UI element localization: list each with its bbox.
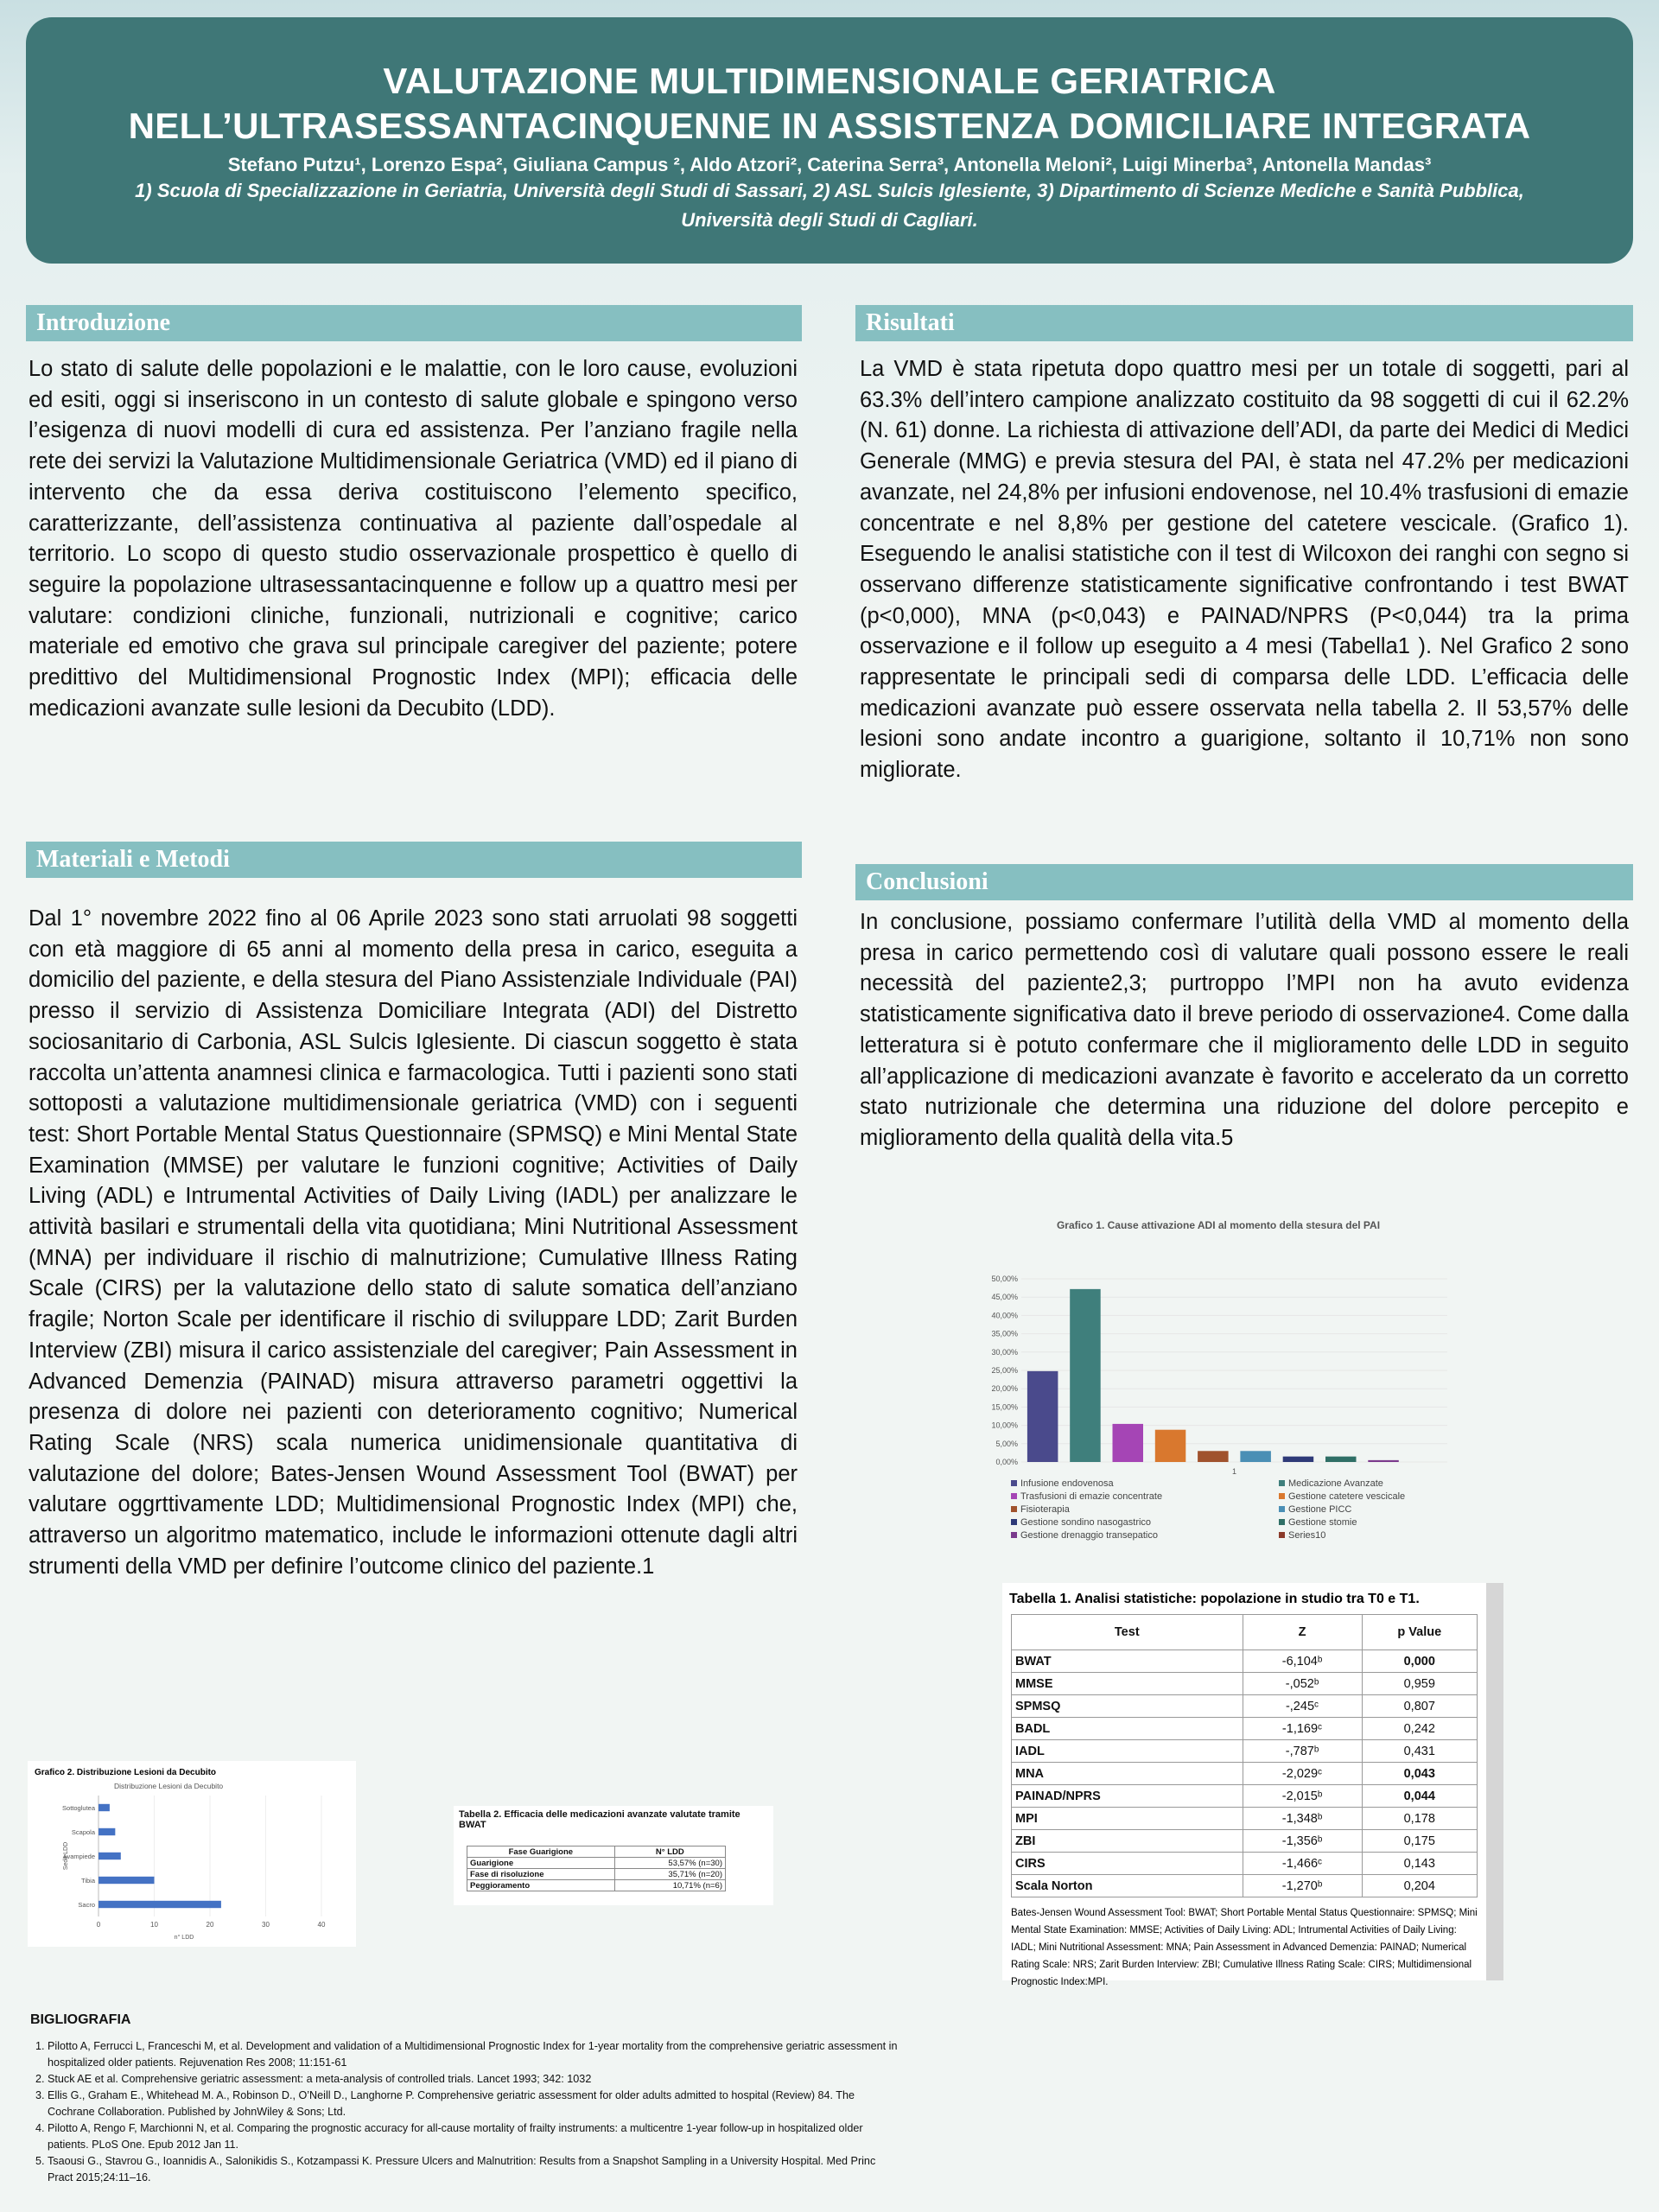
materiali-text: Dal 1° novembre 2022 fino al 06 Aprile 2023 sono stati arruolati 98 soggetti con età maggiore di 65 anni al momento della presa in carico, eseguita a domicilio del paziente, e della stesura del Piano Assistenziale Individuale (PAI) presso il servizio di Assistenza Domiciliare Integrata (ADI) del Distretto sociosanitario di Carbonia, ASL Sulcis Iglesiente. Di ciascun soggetto è stata raccolta un’attenta anamnesi clinica e farmacologica. Tutti i pazienti sono stati sottoposti a valutazione multidimensionale geriatrica (VMD) con i seguenti test: Short Portable Mental Status Questionnaire (SPMSQ) e Mini Mental State Examination (MMSE) per valutare le funzioni cognitive; Activities of Daily Living (ADL) e Intrumental Activities of Daily Living (IADL) per analizzare le attività basilari e strumentali della vita quotidiana; Mini Nutritional Assessment (MNA) per individuare il rischio di malnutrizione; Cumulative Illness Rating Scale (CIRS) per la valutazione dello stato di salute somatica dell’anziano fragile; Norton Scale per identificare il rischio di sviluppare LDD; Zarit Burden Interview (ZBI) misura il carico assistenziale del caregiver; Pain Assessment in Advanced Demenzia (PAINAD) misura attraverso parametri oggettivi la presenza di dolore nei pazienti con deterioramento cognitivo; Numerical Rating Scale (NRS) scala numerica unidimensionale quantitativa di valutazione del dolore; Bates-Jensen Wound Assessment Tool (BWAT) per valutare oggrttivamente LDD; Multidimensional Prognostic Index (MPI) che, attraverso un algoritmo matematico, include le informazioni ottenute dagli altri strumenti della VMD per definire l’outcome clinico del paziente.1	[29, 906, 798, 1579]
chart-1-bar-1	[1027, 1371, 1058, 1462]
section-heading-introduzione: Introduzione	[26, 305, 802, 341]
chart-2-bar-sacro	[99, 1901, 221, 1908]
bibliography-item: 4. Pilotto A, Rengo F, Marchionni N, et al. Comparing the prognostic accuracy for all-cause mortality of frailty instruments: a multicentre 1-year follow-up in hospitalized older patients. PLoS One. Epub 2012 Jan 11.	[48, 2120, 903, 2153]
table-1-row	[1012, 1718, 1478, 1740]
table-1-cell-test: MPI	[1012, 1808, 1243, 1830]
chart-2-xtick: 20	[206, 1921, 214, 1929]
table-2-cell-fase: Guarigione	[467, 1858, 615, 1869]
table-1-cell-test: ZBI	[1012, 1830, 1243, 1853]
table-1-cell-z: -1,270ᵇ	[1243, 1875, 1362, 1897]
table-1-cell-z: -,245ᶜ	[1243, 1695, 1362, 1718]
chart-1-bar-5	[1198, 1451, 1228, 1462]
bibliography-item: 5. Tsaousi G., Stavrou G., Ioannidis A., Salonikidis S., Kotzampassi K. Pressure Ulcers and Malnutrition: Results from a Snapshot Sampling in a University Hospital. Med Princ Pract 2015;24:11–16.	[48, 2153, 903, 2186]
chart-1-ytick: 20,00%	[991, 1384, 1018, 1394]
chart-1-legend-label: Trasfusioni di emazie concentrate	[1020, 1491, 1163, 1502]
chart-2-title: Grafico 2. Distribuzione Lesioni da Decubito	[35, 1768, 217, 1777]
table-1-cell-test: MNA	[1012, 1763, 1243, 1785]
table-1-cell-z: -1,348ᵇ	[1243, 1808, 1362, 1830]
chart-1-bar-9	[1368, 1460, 1398, 1462]
chart-grafico-1	[976, 1210, 1460, 1555]
table-1-cell-p: 0,043	[1362, 1763, 1477, 1785]
table-1-cell-p: 0,431	[1362, 1740, 1477, 1763]
table-1-cell-p: 0,242	[1362, 1718, 1477, 1740]
table-1-cell-p: 0,044	[1362, 1785, 1477, 1808]
chart-2-bar-sottoglutea	[99, 1804, 110, 1811]
chart-1-ytick: 25,00%	[991, 1366, 1018, 1375]
chart-2-ylabel: Sede LDD	[63, 1841, 69, 1871]
chart-1-bar-6	[1240, 1451, 1270, 1462]
chart-1-legend-swatch	[1011, 1506, 1017, 1512]
chart-1-legend-swatch	[1011, 1493, 1017, 1499]
chart-2-xlabel: n° LDD	[174, 1935, 194, 1941]
table-1-row	[1012, 1875, 1478, 1897]
table-1-row	[1012, 1650, 1478, 1673]
chart-1-ytick: 0,00%	[995, 1458, 1018, 1466]
table-2-cell-n: 10,71% (n=6)	[614, 1880, 725, 1891]
chart-1-bar-8	[1325, 1457, 1356, 1462]
table-1-row	[1012, 1695, 1478, 1718]
table-2-row	[467, 1869, 726, 1880]
table-1-cell-p: 0,807	[1362, 1695, 1477, 1718]
table-1-row	[1012, 1853, 1478, 1875]
chart-2-bar-avampiede	[99, 1853, 121, 1859]
bibliography-item: 3. Ellis G., Graham E., Whitehead M. A., Robinson D., O’Neill D., Langhorne P. Comprehensive geriatric assessment for older adults admitted to hospital (Review) 84. The Cochrane Collaboration. Published by JohnWiley & Sons; Ltd.	[48, 2088, 903, 2120]
bibliography-item: 1. Pilotto A, Ferrucci L, Franceschi M, et al. Development and validation of a Multidimensional Prognostic Index for 1-year mortality from the comprehensive geriatric assessment in hospitalized older patients. Rejuvenation Res 2008; 11:151-61	[48, 2038, 903, 2071]
chart-1-title: Grafico 1. Cause attivazione ADI al momento della stesura del PAI	[1056, 1219, 1381, 1231]
bibliography-list	[30, 2038, 903, 2186]
table-1-cell-p: 0,959	[1362, 1673, 1477, 1695]
chart-1-bar-2	[1070, 1289, 1100, 1462]
chart-1-legend-label: Gestione drenaggio transepatico	[1020, 1530, 1158, 1541]
chart-1-legend-label: Fisioterapia	[1020, 1504, 1070, 1515]
poster-header	[26, 17, 1633, 264]
table-1-cell-z: -1,169ᶜ	[1243, 1718, 1362, 1740]
chart-1-ytick: 45,00%	[991, 1293, 1018, 1302]
table-2-title: Tabella 2. Efficacia delle medicazioni avanzate valutate tramite BWAT	[459, 1809, 741, 1830]
chart-1-legend-label: Gestione sondino nasogastrico	[1020, 1517, 1152, 1528]
section-heading-conclusioni: Conclusioni	[855, 864, 1633, 900]
chart-2-bar-scapola	[99, 1828, 115, 1835]
chart-1-legend-swatch	[1279, 1532, 1285, 1538]
chart-2-xtick: 0	[96, 1921, 101, 1929]
poster-affiliations: 1) Scuola di Specializzazione in Geriatria, Università degli Studi di Sassari, 2) ASL Sulcis Iglesiente, 3) Dipartimento di Scienze Mediche e Sanità Pubblica, Università degli Studi di Cagliari.	[135, 180, 1524, 231]
chart-2-xtick: 40	[317, 1921, 326, 1929]
table-2-row	[467, 1858, 726, 1869]
chart-2-xtick: 10	[150, 1921, 158, 1929]
chart-1-legend-swatch	[1011, 1519, 1017, 1525]
table-1-header-test: Test	[1012, 1615, 1243, 1650]
table-1-cell-test: BWAT	[1012, 1650, 1243, 1673]
section-heading-materiali: Materiali e Metodi	[26, 842, 802, 878]
table-2-cell-fase: Fase di risoluzione	[467, 1869, 615, 1880]
chart-1-legend-swatch	[1279, 1480, 1285, 1486]
table-1-cell-z: -1,356ᵇ	[1243, 1830, 1362, 1853]
poster-authors: Stefano Putzu¹, Lorenzo Espa², Giuliana Campus ², Aldo Atzori², Caterina Serra³, Antonella Meloni², Luigi Minerba³, Antonella Mandas³	[227, 154, 1432, 175]
chart-1-legend-swatch	[1011, 1480, 1017, 1486]
introduzione-text: Lo stato di salute delle popolazioni e le malattie, con le loro cause, evoluzioni ed esiti, oggi si inseriscono in un contesto di salute globale e spingono verso l’esigenza di nuovi modelli di cura ed assistenza. Per l’anziano fragile nella rete dei servizi la Valutazione Multidimensionale Geriatrica (VMD) ed il piano di intervento che da essa deriva costituiscono l’elemento specifico, caratterizzante, dell’assistenza continuativa al paziente dall’ospedale al territorio. Lo scopo di questo studio osservazionale prospettico è quello di seguire la popolazione ultrasessantacinquenne e follow up a quattro mesi per valutare: condizioni cliniche, funzionali, nutrizionali e cognitive; carico materiale ed emotivo che grava sul principale caregiver del paziente; potere predittivo del Multidimensional Prognostic Index (MPI); efficacia delle medicazioni avanzate sulle lesioni da Decubito (LDD).	[29, 357, 798, 721]
chart-1-legend-swatch	[1011, 1532, 1017, 1538]
chart-1-legend-label: Gestione stomie	[1288, 1517, 1357, 1528]
chart-2-ytick: Avampiede	[62, 1853, 95, 1860]
table-1-row	[1012, 1673, 1478, 1695]
table-1-cell-test: PAINAD/NPRS	[1012, 1785, 1243, 1808]
table-1-cell-test: CIRS	[1012, 1853, 1243, 1875]
table-1-row	[1012, 1763, 1478, 1785]
chart-2-xtick: 30	[262, 1921, 270, 1929]
table-2-grid	[467, 1846, 726, 1891]
chart-1-legend-label: Gestione catetere vescicale	[1288, 1491, 1406, 1502]
chart-1-ytick: 15,00%	[991, 1402, 1018, 1412]
table-2	[454, 1806, 773, 1905]
chart-1-legend-label: Series10	[1288, 1530, 1326, 1541]
table-2-header-n: N° LDD	[614, 1847, 725, 1858]
chart-2-ytick: Scapola	[71, 1828, 95, 1836]
table-1-cell-z: -6,104ᵇ	[1243, 1650, 1362, 1673]
table-1-cell-p: 0,178	[1362, 1808, 1477, 1830]
table-2-header-fase: Fase Guarigione	[467, 1847, 615, 1858]
chart-2-bar-tibia	[99, 1877, 155, 1884]
risultati-text: La VMD è stata ripetuta dopo quattro mesi per un totale di soggetti, pari al 63.3% dell’intero campione analizzato costituito da 98 soggetti di cui il 62.2% (N. 61) donne. La richiesta di attivazione dell’ADI, da parte dei Medici di Medici Generale (MMG) e previa stesura del PAI, è stata nel 47.2% per medicazioni avanzate, nel 24,8% per infusioni endovenose, nel 10.4% trasfusioni di emazie concentrate e nel 8,8% per gestione del catetere vescicale. (Grafico 1). Eseguendo le analisi statistiche con il test di Wilcoxon dei ranghi con segno si osservano differenze statisticamente significative confrontando i test BWAT (p<0,000), MNA (p<0,043) e PAINAD/NPRS (P<0,044) tra la prima osservazione e il follow up eseguito a 4 mesi (Tabella1 ). Nel Grafico 2 sono rappresentate le principali sedi di comparsa delle LDD. L’efficacia delle medicazioni avanzate può essere osservata nella tabella 2. Il 53,57% delle lesioni sono andate incontro a guarigione, soltanto il 10,71% non sono migliorate.	[860, 357, 1629, 783]
table-1-cell-p: 0,000	[1362, 1650, 1477, 1673]
chart-1-legend-swatch	[1279, 1493, 1285, 1499]
chart-1-legend-label: Gestione PICC	[1288, 1504, 1352, 1515]
table-1	[1002, 1583, 1503, 1987]
chart-1-bar-4	[1155, 1430, 1185, 1462]
table-1-cell-z: -2,029ᶜ	[1243, 1763, 1362, 1785]
bibliography-heading: BIGLIOGRAFIA	[30, 2012, 131, 2027]
chart-1-ytick: 40,00%	[991, 1311, 1018, 1320]
table-1-cell-test: IADL	[1012, 1740, 1243, 1763]
section-heading-risultati: Risultati	[855, 305, 1633, 341]
table-1-cell-test: MMSE	[1012, 1673, 1243, 1695]
table-1-cell-p: 0,143	[1362, 1853, 1477, 1875]
conclusioni-text: In conclusione, possiamo confermare l’utilità della VMD al momento della presa in carico permettendo così di valutare quali possono essere le reali necessità del paziente2,3; purtroppo l’MPI non ha avuto evidenza statisticamente significativa dato il breve periodo di osservazione4. Come dalla letteratura si è potuto confermare che il miglioramento delle LDD in seguito all’applicazione di medicazioni avanzate è favorito e accelerato da un corretto stato nutrizionale che determina una riduzione del dolore percepito e miglioramento della qualità della vita.5	[860, 910, 1629, 1150]
chart-2-subtitle: Distribuzione Lesioni da Decubito	[114, 1782, 224, 1790]
table-1-row	[1012, 1740, 1478, 1763]
poster-title-line1: VALUTAZIONE MULTIDIMENSIONALE GERIATRICA	[383, 60, 1276, 101]
table-1-title: Tabella 1. Analisi statistiche: popolazione in studio tra T0 e T1.	[1009, 1592, 1420, 1606]
table-1-row	[1012, 1785, 1478, 1808]
table-1-cell-z: -,052ᵇ	[1243, 1673, 1362, 1695]
chart-1-ytick: 30,00%	[991, 1347, 1018, 1357]
chart-1-ytick: 35,00%	[991, 1329, 1018, 1338]
bibliography-item: 2. Stuck AE et al. Comprehensive geriatric assessment: a meta-analysis of controlled trials. Lancet 1993; 342: 1032	[48, 2071, 903, 2088]
table-1-cell-z: -1,466ᶜ	[1243, 1853, 1362, 1875]
chart-2-ytick: Tibia	[81, 1877, 95, 1885]
chart-1-bar-3	[1113, 1424, 1143, 1462]
table-1-row	[1012, 1808, 1478, 1830]
chart-1-legend-label: Medicazione Avanzate	[1288, 1478, 1383, 1489]
chart-1-xtick: 1	[1231, 1467, 1237, 1476]
table-1-note: Bates-Jensen Wound Assessment Tool: BWAT; Short Portable Mental Status Questionnaire: SPMSQ; Mini Mental State Examination: MMSE; Activities of Daily Living: ADL; Intrumental Activities of Daily Living: IADL; Mini Nutritional Assessment: MNA; Pain Assessment in Advanced Demenzia: PAINAD; Numerical Rating Scale: NRS; Zarit Burden Interview: ZBI; Cumulative Illness Rating Scale: CIRS; Multidimensional Prognostic Index:MPI.	[1011, 1908, 1478, 1987]
table-2-cell-fase: Peggioramento	[467, 1880, 615, 1891]
bibliography	[30, 2012, 903, 2186]
table-1-header-z: Z	[1243, 1615, 1362, 1650]
chart-1-legend-swatch	[1279, 1506, 1285, 1512]
chart-2-ytick: Sacro	[78, 1901, 95, 1909]
table-1-header-p: p Value	[1362, 1615, 1477, 1650]
table-1-cell-test: BADL	[1012, 1718, 1243, 1740]
chart-1-ytick: 5,00%	[995, 1439, 1018, 1448]
table-1-cell-p: 0,204	[1362, 1875, 1477, 1897]
table-1-cell-test: SPMSQ	[1012, 1695, 1243, 1718]
chart-2-ytick: Sottoglutea	[62, 1804, 95, 1812]
table-2-cell-n: 35,71% (n=20)	[614, 1869, 725, 1880]
chart-1-ytick: 50,00%	[991, 1274, 1018, 1283]
table-1-cell-z: -2,015ᵇ	[1243, 1785, 1362, 1808]
table-1-grid	[1011, 1614, 1478, 1897]
chart-1-ytick: 10,00%	[991, 1421, 1018, 1430]
table-1-cell-p: 0,175	[1362, 1830, 1477, 1853]
table-2-row	[467, 1880, 726, 1891]
poster-title-line2: NELL’ULTRASESSANTACINQUENNE IN ASSISTENZA DOMICILIARE INTEGRATA	[128, 105, 1531, 146]
table-2-cell-n: 53,57% (n=30)	[614, 1858, 725, 1869]
table-1-cell-test: Scala Norton	[1012, 1875, 1243, 1897]
chart-grafico-2	[28, 1761, 356, 1947]
chart-1-legend-swatch	[1279, 1519, 1285, 1525]
table-1-row	[1012, 1830, 1478, 1853]
chart-1-legend-label: Infusione endovenosa	[1020, 1478, 1114, 1489]
chart-1-bar-7	[1283, 1457, 1313, 1462]
table-1-cell-z: -,787ᵇ	[1243, 1740, 1362, 1763]
